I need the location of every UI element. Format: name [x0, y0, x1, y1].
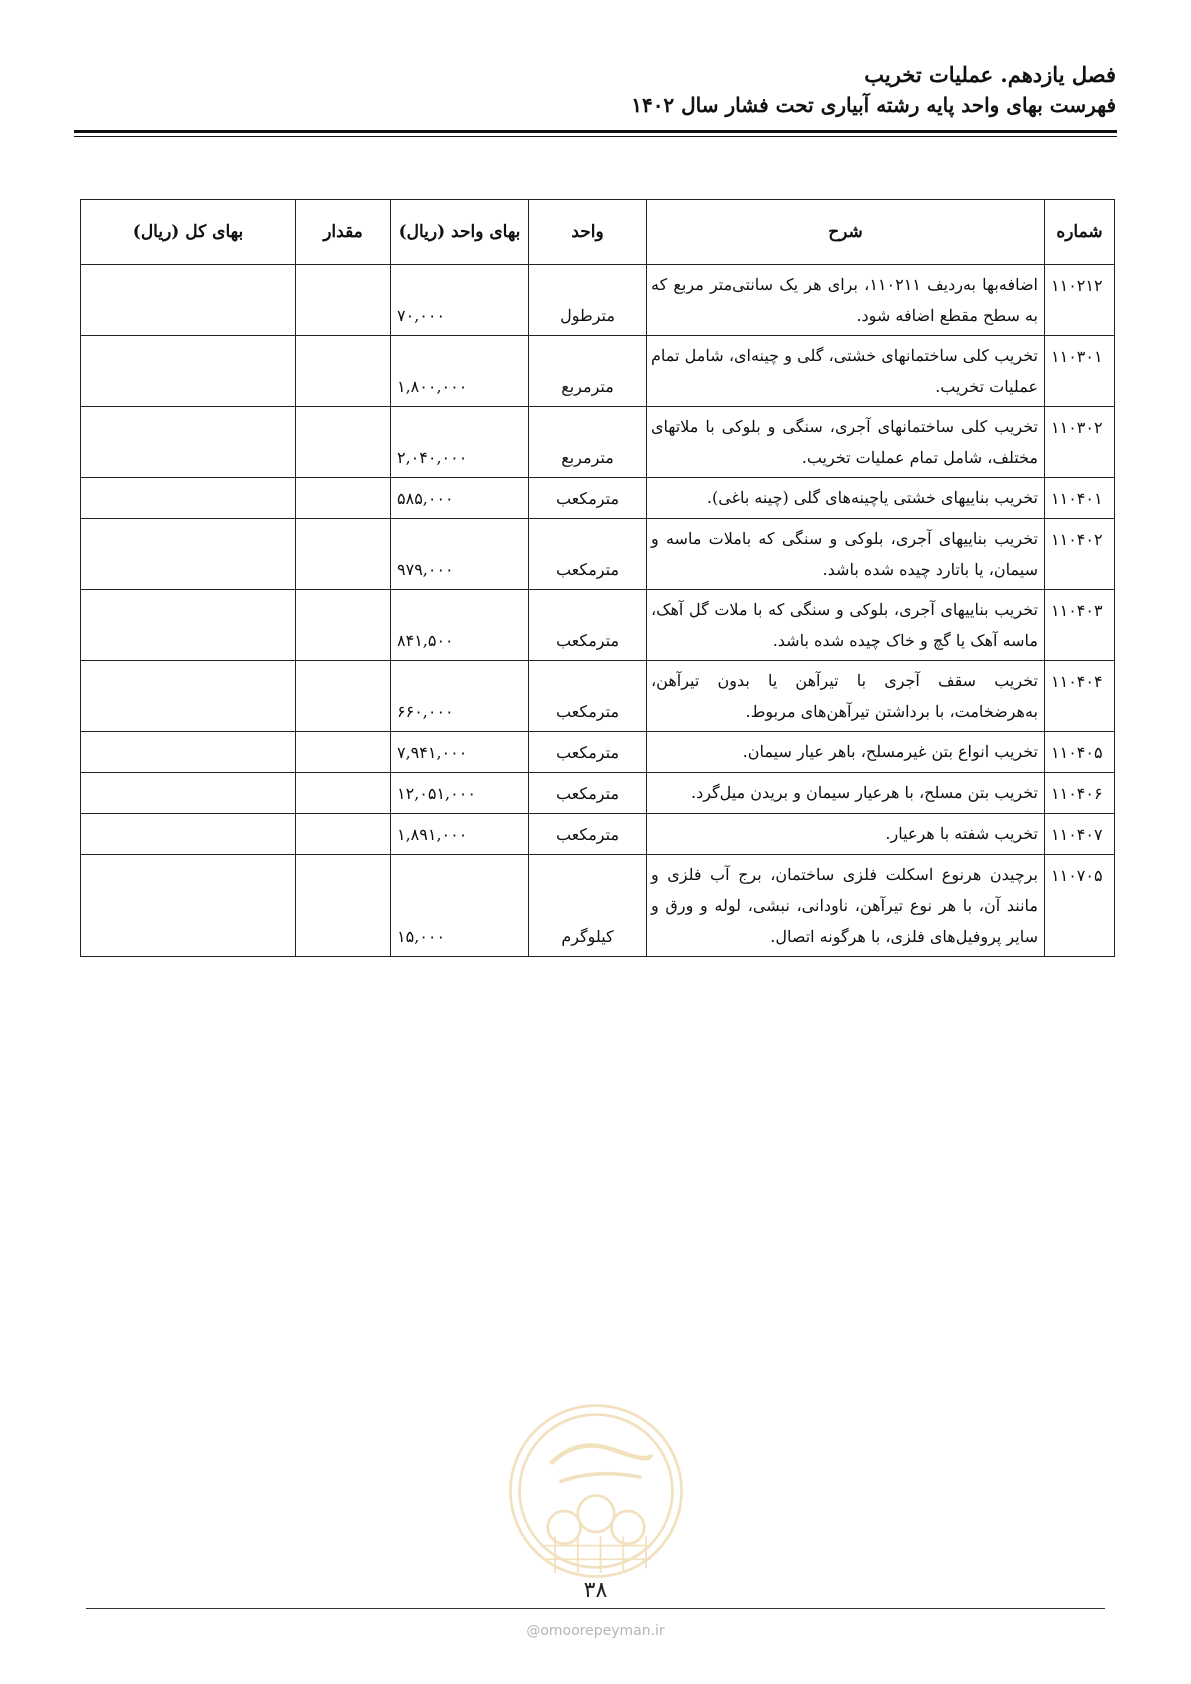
row-total-price	[81, 478, 296, 519]
table-row	[81, 519, 1115, 590]
header-rule-thin	[74, 136, 1117, 137]
row-code: ۱۱۰۳۰۱	[1045, 336, 1115, 407]
document-subtitle: فهرست بهای واحد پایه رشته آبیاری تحت فشار سال ۱۴۰۲	[631, 93, 1116, 117]
row-quantity	[296, 661, 391, 732]
unit-price-value: ۸۴۱,۵۰۰	[397, 631, 454, 650]
page-number: ۳۸	[583, 1578, 608, 1603]
row-description: اضافه‌بها به‌ردیف ۱۱۰۲۱۱، برای هر یک سانتی‌متر مربع که به سطح مقطع اضافه شود.	[647, 265, 1045, 336]
footer-rule	[86, 1608, 1105, 1609]
row-unit: مترطول	[529, 265, 647, 336]
row-total-price	[81, 519, 296, 590]
row-total-price	[81, 855, 296, 957]
table-row	[81, 732, 1115, 773]
unit-price-value: ۷۰,۰۰۰	[397, 306, 446, 325]
row-code: ۱۱۰۷۰۵	[1045, 855, 1115, 957]
unit-price-value: ۱۵,۰۰۰	[397, 927, 446, 946]
row-unit: مترمکعب	[529, 773, 647, 814]
row-description: تخریب بناییهای آجری، بلوکی و سنگی که باملات ماسه و سیمان، یا باتارد چیده شده باشد.	[647, 519, 1045, 590]
row-total-price	[81, 732, 296, 773]
row-description: تخریب کلی ساختمانهای خشتی، گلی و چینه‌ای، شامل تمام عملیات تخریب.	[647, 336, 1045, 407]
table-header-row	[81, 200, 1115, 265]
table-row	[81, 590, 1115, 661]
row-code: ۱۱۰۴۰۵	[1045, 732, 1115, 773]
row-quantity	[296, 773, 391, 814]
table-row	[81, 265, 1115, 336]
price-table-container	[81, 199, 1115, 957]
row-unit: مترمکعب	[529, 590, 647, 661]
unit-price-value: ۱,۸۰۰,۰۰۰	[397, 377, 468, 396]
row-unit-price	[391, 661, 529, 732]
unit-price-value: ۵۸۵,۰۰۰	[397, 489, 454, 508]
row-code: ۱۱۰۳۰۲	[1045, 407, 1115, 478]
header-unit: واحد	[529, 200, 647, 265]
row-description: تخریب بناییهای خشتی یاچینه‌های گلی (چینه باغی).	[647, 478, 1045, 519]
row-description: تخریب بتن مسلح، با هرعیار سیمان و بریدن میل‌گرد.	[647, 773, 1045, 814]
row-unit-price	[391, 265, 529, 336]
header-rule-thick	[74, 130, 1117, 133]
header-total-price: بهای کل (ریال)	[81, 200, 296, 265]
row-description: تخریب سقف آجری با تیرآهن یا بدون تیرآهن، به‌هرضخامت، با برداشتن تیرآهن‌های مربوط.	[647, 661, 1045, 732]
row-quantity	[296, 519, 391, 590]
row-unit: مترمکعب	[529, 519, 647, 590]
row-code: ۱۱۰۴۰۳	[1045, 590, 1115, 661]
row-unit: مترمربع	[529, 336, 647, 407]
table-row	[81, 814, 1115, 855]
row-description: برچیدن هرنوع اسکلت فلزی ساختمان، برج آب فلزی و مانند آن، با هر نوع تیرآهن، ناودانی، نبشی، لوله و ورق و سایر پروفیل‌های فلزی، با هرگونه اتصال.	[647, 855, 1045, 957]
row-description: تخریب انواع بتن غیرمسلح، باهر عیار سیمان.	[647, 732, 1045, 773]
row-unit-price	[391, 478, 529, 519]
row-code: ۱۱۰۴۰۷	[1045, 814, 1115, 855]
unit-price-value: ۱۲,۰۵۱,۰۰۰	[397, 784, 476, 803]
table-row	[81, 407, 1115, 478]
table-row	[81, 773, 1115, 814]
row-quantity	[296, 265, 391, 336]
row-total-price	[81, 814, 296, 855]
row-code: ۱۱۰۴۰۶	[1045, 773, 1115, 814]
row-total-price	[81, 773, 296, 814]
row-total-price	[81, 336, 296, 407]
row-unit-price	[391, 814, 529, 855]
row-quantity	[296, 855, 391, 957]
row-code: ۱۱۰۴۰۱	[1045, 478, 1115, 519]
table-row	[81, 336, 1115, 407]
logo-watermark-icon	[505, 1400, 687, 1582]
price-table	[80, 199, 1115, 957]
row-total-price	[81, 265, 296, 336]
row-quantity	[296, 336, 391, 407]
unit-price-value: ۱,۸۹۱,۰۰۰	[397, 825, 468, 844]
row-unit-price	[391, 590, 529, 661]
row-unit: مترمکعب	[529, 478, 647, 519]
unit-price-value: ۲,۰۴۰,۰۰۰	[397, 448, 468, 467]
unit-price-value: ۶۶۰,۰۰۰	[397, 702, 454, 721]
row-unit: مترمکعب	[529, 661, 647, 732]
table-row	[81, 478, 1115, 519]
row-unit: مترمربع	[529, 407, 647, 478]
row-unit-price	[391, 732, 529, 773]
row-unit: کیلوگرم	[529, 855, 647, 957]
page-header	[75, 60, 1116, 120]
watermark-url: @omoorepeyman.ir	[526, 1623, 665, 1639]
row-quantity	[296, 732, 391, 773]
row-unit: مترمکعب	[529, 732, 647, 773]
row-total-price	[81, 661, 296, 732]
unit-price-value: ۹۷۹,۰۰۰	[397, 560, 454, 579]
row-unit-price	[391, 336, 529, 407]
header-description: شرح	[647, 200, 1045, 265]
table-row	[81, 661, 1115, 732]
row-code: ۱۱۰۴۰۴	[1045, 661, 1115, 732]
unit-price-value: ۷,۹۴۱,۰۰۰	[397, 743, 468, 762]
row-code: ۱۱۰۴۰۲	[1045, 519, 1115, 590]
row-unit: مترمکعب	[529, 814, 647, 855]
row-unit-price	[391, 407, 529, 478]
row-unit-price	[391, 519, 529, 590]
chapter-title: فصل یازدهم. عملیات تخریب	[864, 62, 1116, 87]
row-unit-price	[391, 773, 529, 814]
row-code: ۱۱۰۲۱۲	[1045, 265, 1115, 336]
header-unit-price: بهای واحد (ریال)	[391, 200, 529, 265]
row-unit-price	[391, 855, 529, 957]
row-quantity	[296, 814, 391, 855]
row-quantity	[296, 590, 391, 661]
row-quantity	[296, 478, 391, 519]
table-row	[81, 855, 1115, 957]
header-quantity: مقدار	[296, 200, 391, 265]
row-description: تخریب کلی ساختمانهای آجری، سنگی و بلوکی با ملاتهای مختلف، شامل تمام عملیات تخریب.	[647, 407, 1045, 478]
row-description: تخریب شفته با هرعیار.	[647, 814, 1045, 855]
table-body	[81, 265, 1115, 957]
row-total-price	[81, 590, 296, 661]
row-description: تخریب بناییهای آجری، بلوکی و سنگی که با ملات گل آهک، ماسه آهک یا گچ و خاک چیده شده باشد.	[647, 590, 1045, 661]
row-quantity	[296, 407, 391, 478]
header-code: شماره	[1045, 200, 1115, 265]
row-total-price	[81, 407, 296, 478]
